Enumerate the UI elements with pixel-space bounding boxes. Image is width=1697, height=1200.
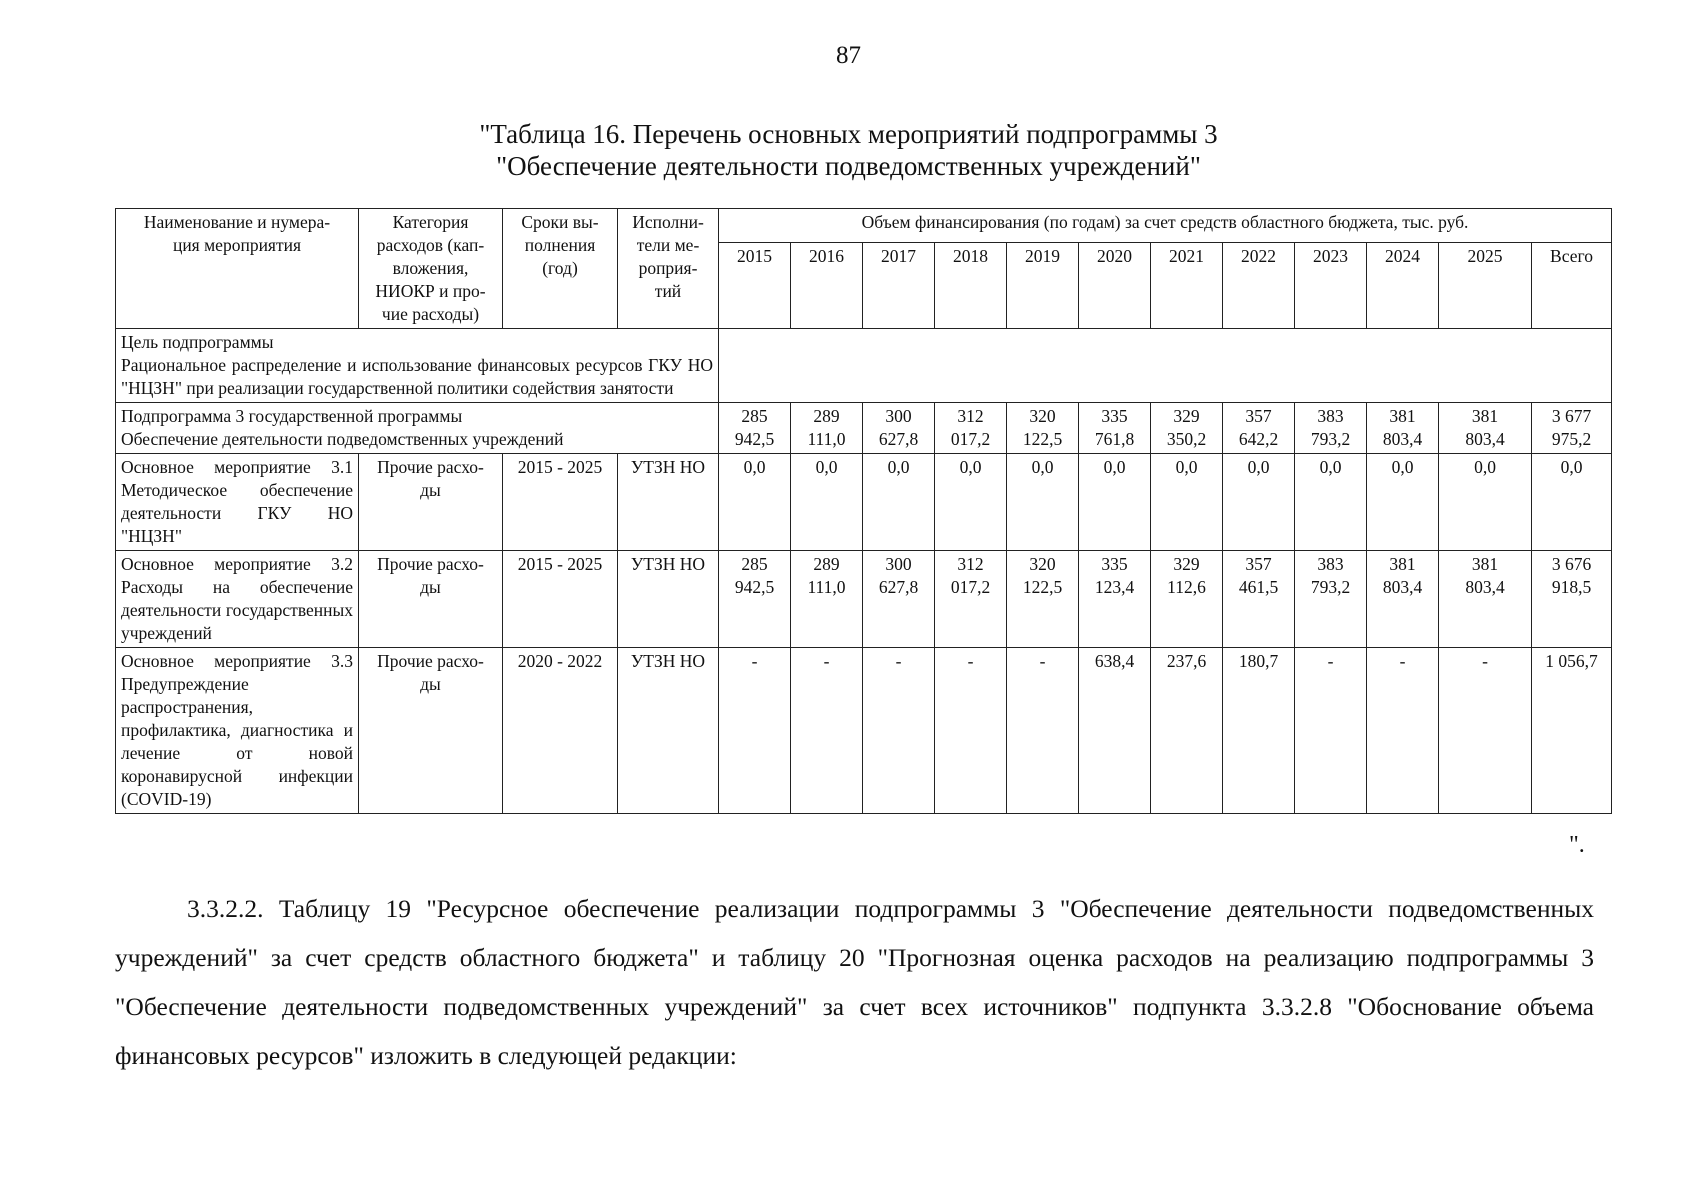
- value-cell: 381 803,4: [1367, 403, 1439, 454]
- header-category: Категория расходов (кап- вложения, НИОКР и про- чие расходы): [359, 209, 503, 329]
- header-executor: Исполни- тели ме- роприя- тий: [618, 209, 719, 329]
- header-year: 2021: [1151, 243, 1223, 329]
- value-cell: 335 123,4: [1079, 551, 1151, 648]
- value-cell: 285 942,5: [719, 551, 791, 648]
- goal-row: [116, 329, 1612, 403]
- value-cell: 0,0: [1439, 454, 1532, 551]
- value-cell: 320 122,5: [1007, 403, 1079, 454]
- measure-category: Прочие расхо- ды: [359, 648, 503, 814]
- measures-table: [115, 208, 1612, 814]
- subprogram-row: [116, 403, 1612, 454]
- value-cell: 329 350,2: [1151, 403, 1223, 454]
- value-cell: 300 627,8: [863, 403, 935, 454]
- value-cell: 312 017,2: [935, 551, 1007, 648]
- value-cell: 381 803,4: [1439, 403, 1532, 454]
- measure-category: Прочие расхо- ды: [359, 551, 503, 648]
- header-period: Сроки вы- полнения (год): [503, 209, 618, 329]
- value-cell: 300 627,8: [863, 551, 935, 648]
- value-cell: 0,0: [935, 454, 1007, 551]
- value-cell: 381 803,4: [1439, 551, 1532, 648]
- measure-executor: УТЗН НО: [618, 551, 719, 648]
- header-year: 2016: [791, 243, 863, 329]
- value-cell: 383 793,2: [1295, 551, 1367, 648]
- measure-period: 2015 - 2025: [503, 454, 618, 551]
- value-cell: 381 803,4: [1367, 551, 1439, 648]
- table-title: [0, 118, 1697, 182]
- value-cell: 638,4: [1079, 648, 1151, 814]
- value-cell: 0,0: [1151, 454, 1223, 551]
- value-cell: -: [791, 648, 863, 814]
- value-cell: 285 942,5: [719, 403, 791, 454]
- measure-row: [116, 551, 1612, 648]
- value-cell: -: [1007, 648, 1079, 814]
- header-year: 2018: [935, 243, 1007, 329]
- value-cell: 335 761,8: [1079, 403, 1151, 454]
- table-body: [116, 329, 1612, 814]
- total-cell: 0,0: [1532, 454, 1612, 551]
- subprogram-name: Подпрограмма 3 государственной программы Обеспечение деятельности подведомственных учреждений: [116, 403, 719, 454]
- measure-executor: УТЗН НО: [618, 648, 719, 814]
- header-row: [116, 209, 1612, 243]
- value-cell: 357 461,5: [1223, 551, 1295, 648]
- value-cell: 312 017,2: [935, 403, 1007, 454]
- value-cell: -: [935, 648, 1007, 814]
- header-year: 2020: [1079, 243, 1151, 329]
- value-cell: 0,0: [1295, 454, 1367, 551]
- value-cell: 0,0: [1007, 454, 1079, 551]
- table-title-line2: "Обеспечение деятельности подведомственных учреждений": [496, 151, 1201, 181]
- measures-table-container: [115, 208, 1612, 814]
- goal-text: Цель подпрограммы Рациональное распределение и использование финансовых ресурсов ГКУ НО "НЦЗН" при реализации государственной политики содействия занятости: [116, 329, 719, 403]
- page-number: 87: [836, 42, 861, 69]
- value-cell: -: [863, 648, 935, 814]
- total-cell: 3 676 918,5: [1532, 551, 1612, 648]
- value-cell: 289 111,0: [791, 551, 863, 648]
- value-cell: 0,0: [791, 454, 863, 551]
- header-year: 2023: [1295, 243, 1367, 329]
- body-paragraph: 3.3.2.2. Таблицу 19 "Ресурсное обеспечение реализации подпрограммы 3 "Обеспечение деятельности подведомственных учреждений" за счет средств областного бюджета" и таблицу 20 "Прогнозная оценка расходов на реализацию подпрограммы 3 "Обеспечение деятельности подведомственных учреждений" за счет всех источников" подпункта 3.3.2.8 "Обоснование объема финансовых ресурсов" изложить в следующей редакции:: [115, 893, 1594, 1070]
- table-title-line1: "Таблица 16. Перечень основных мероприятий подпрограммы 3: [479, 119, 1218, 149]
- value-cell: 383 793,2: [1295, 403, 1367, 454]
- measure-period: 2020 - 2022: [503, 648, 618, 814]
- measure-name: Основное мероприятие 3.1 Методическое обеспечение деятельности ГКУ НО "НЦЗН": [116, 454, 359, 551]
- measure-row: [116, 454, 1612, 551]
- total-cell: 3 677 975,2: [1532, 403, 1612, 454]
- value-cell: 357 642,2: [1223, 403, 1295, 454]
- value-cell: 320 122,5: [1007, 551, 1079, 648]
- header-total: Всего: [1532, 243, 1612, 329]
- header-year: 2025: [1439, 243, 1532, 329]
- value-cell: -: [1295, 648, 1367, 814]
- value-cell: 0,0: [719, 454, 791, 551]
- total-cell: 1 056,7: [1532, 648, 1612, 814]
- value-cell: 329 112,6: [1151, 551, 1223, 648]
- measure-row: [116, 648, 1612, 814]
- value-cell: -: [719, 648, 791, 814]
- value-cell: -: [1367, 648, 1439, 814]
- value-cell: 180,7: [1223, 648, 1295, 814]
- measure-category: Прочие расхо- ды: [359, 454, 503, 551]
- header-year: 2019: [1007, 243, 1079, 329]
- measure-executor: УТЗН НО: [618, 454, 719, 551]
- header-year: 2015: [719, 243, 791, 329]
- measure-name: Основное мероприятие 3.3 Предупреждение распространения, профилактика, диагностика и лечение от новой коронавирусной инфекции (COVID-19): [116, 648, 359, 814]
- measure-period: 2015 - 2025: [503, 551, 618, 648]
- value-cell: 237,6: [1151, 648, 1223, 814]
- value-cell: 0,0: [863, 454, 935, 551]
- measure-name: Основное мероприятие 3.2 Расходы на обеспечение деятельности государственных учреждений: [116, 551, 359, 648]
- header-funding: Объем финансирования (по годам) за счет средств областного бюджета, тыс. руб.: [719, 209, 1612, 243]
- value-cell: 0,0: [1079, 454, 1151, 551]
- value-cell: 0,0: [1223, 454, 1295, 551]
- header-year: 2024: [1367, 243, 1439, 329]
- header-year: 2017: [863, 243, 935, 329]
- header-name: Наименование и нумера- ция мероприятия: [116, 209, 359, 329]
- value-cell: -: [1439, 648, 1532, 814]
- goal-empty-cell: [719, 329, 1612, 403]
- value-cell: 0,0: [1367, 454, 1439, 551]
- table-header: [116, 209, 1612, 329]
- header-year: 2022: [1223, 243, 1295, 329]
- closing-quote: ".: [1569, 832, 1585, 858]
- value-cell: 289 111,0: [791, 403, 863, 454]
